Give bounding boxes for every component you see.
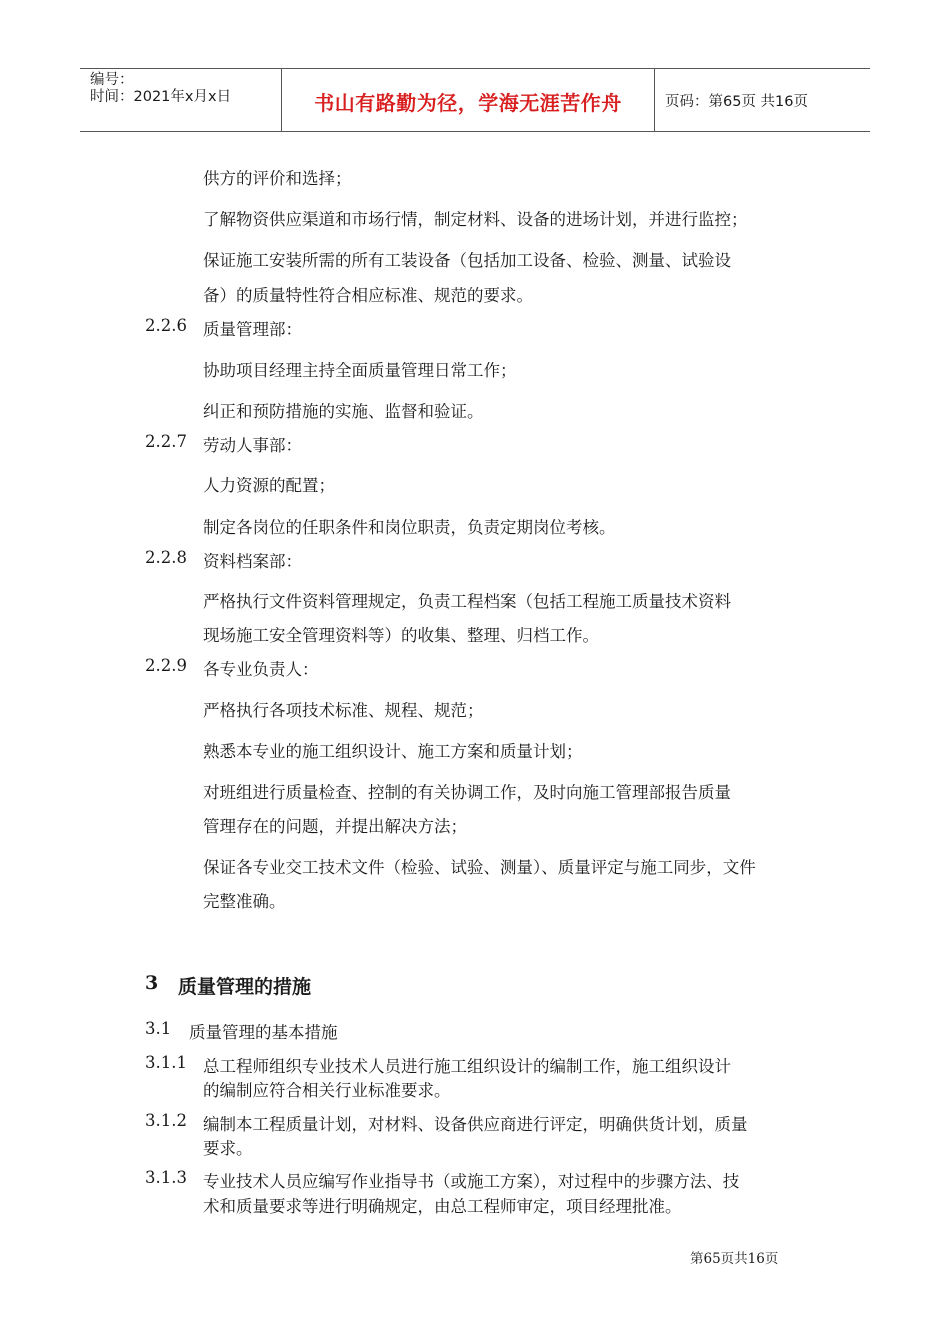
date-line: 时间：2021年x月x日 xyxy=(90,89,232,105)
section-number: 3.1.1 xyxy=(145,1053,187,1072)
body-line: 供方的评价和选择； xyxy=(203,169,352,188)
body-line: 对班组进行质量检查、控制的有关协调工作，及时向施工管理部报告质量 xyxy=(203,783,731,802)
body-line: 专业技术人员应编写作业指导书（或施工方案），对过程中的步骤方法、技 xyxy=(203,1172,740,1191)
section-heading: 资料档案部： xyxy=(203,552,302,571)
motto-text: 书山有路勤为径，学海无涯苦作舟 xyxy=(314,91,622,115)
body-line: 协助项目经理主持全面质量管理日常工作； xyxy=(203,361,517,380)
page-code: 页码：第65页 共16页 xyxy=(665,94,809,110)
body-line: 总工程师组织专业技术人员进行施工组织设计的编制工作，施工组织设计 xyxy=(203,1057,731,1076)
section-number: 2.2.9 xyxy=(145,656,187,675)
section-heading: 劳动人事部： xyxy=(203,436,302,455)
body-line: 了解物资供应渠道和市场行情，制定材料、设备的进场计划，并进行监控； xyxy=(203,210,748,229)
section-heading: 质量管理的基本措施 xyxy=(189,1023,338,1042)
body-line: 的编制应符合相关行业标准要求。 xyxy=(203,1081,451,1100)
body-line: 术和质量要求等进行明确规定，由总工程师审定，项目经理批准。 xyxy=(203,1197,682,1216)
body-line: 严格执行文件资料管理规定，负责工程档案（包括工程施工质量技术资料 xyxy=(203,592,731,611)
body-line: 现场施工安全管理资料等）的收集、整理、归档工作。 xyxy=(203,626,599,645)
body-line: 编制本工程质量计划，对材料、设备供应商进行评定，明确供货计划，质量 xyxy=(203,1115,748,1134)
section-number: 2.2.6 xyxy=(145,316,187,335)
body-line: 管理存在的问题，并提出解决方法； xyxy=(203,817,467,836)
body-line: 人力资源的配置； xyxy=(203,476,335,495)
document-header xyxy=(80,68,870,132)
section-number: 2.2.8 xyxy=(145,548,187,567)
section-heading: 质量管理部： xyxy=(203,320,302,339)
header-info-cell xyxy=(80,69,282,131)
page-footer: 第65页共16页 xyxy=(690,1251,779,1267)
body-line: 制定各岗位的任职条件和岗位职责，负责定期岗位考核。 xyxy=(203,518,616,537)
body-line: 保证施工安装所需的所有工装设备（包括加工设备、检验、测量、试验设 xyxy=(203,251,731,270)
section-number: 3.1.2 xyxy=(145,1111,187,1130)
section-number: 3.1.3 xyxy=(145,1168,187,1187)
body-line: 保证各专业交工技术文件（检验、试验、测量）、质量评定与施工同步，文件 xyxy=(203,858,756,877)
body-line: 熟悉本专业的施工组织设计、施工方案和质量计划； xyxy=(203,742,583,761)
section-number: 2.2.7 xyxy=(145,432,187,451)
body-line: 备）的质量特性符合相应标准、规范的要求。 xyxy=(203,286,533,305)
header-motto-cell xyxy=(282,69,655,131)
chapter-title: 质量管理的措施 xyxy=(178,976,312,998)
section-number: 3.1 xyxy=(145,1019,172,1038)
serial-label: 编号： xyxy=(90,72,134,88)
chapter-number: 3 xyxy=(145,972,159,994)
body-line: 纠正和预防措施的实施、监督和验证。 xyxy=(203,402,484,421)
header-page-cell xyxy=(655,69,870,131)
body-line: 完整准确。 xyxy=(203,892,286,911)
section-heading: 各专业负责人： xyxy=(203,660,319,679)
body-line: 要求。 xyxy=(203,1139,253,1158)
body-line: 严格执行各项技术标准、规程、规范； xyxy=(203,701,484,720)
